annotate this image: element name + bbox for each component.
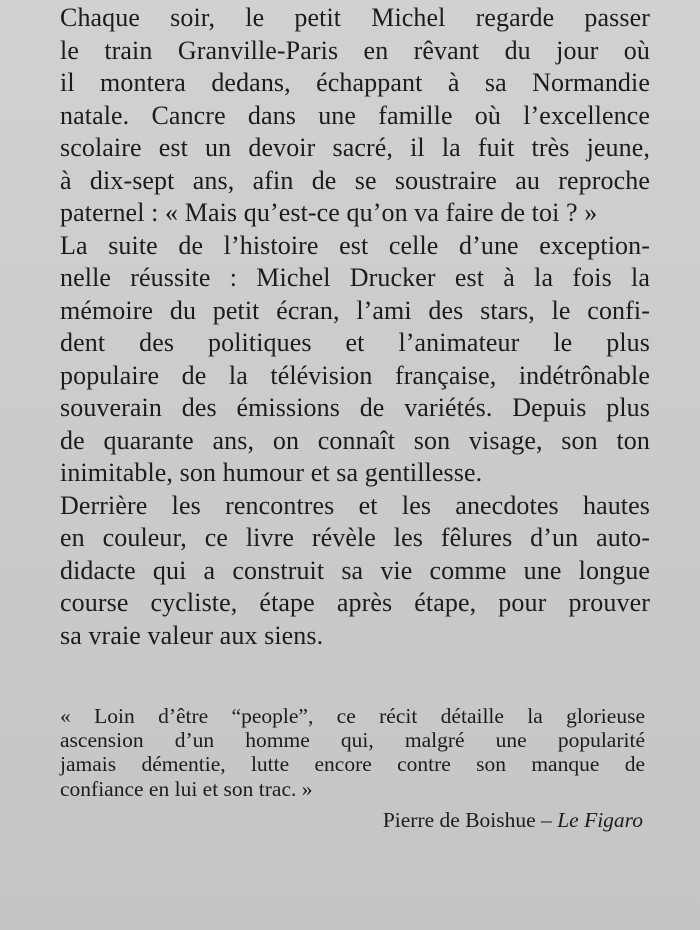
blurb-line: scolaire est un devoir sacré, il la fuit très jeune,	[60, 133, 650, 162]
quote-line: confiance en lui et son trac. »	[60, 776, 313, 801]
blurb-line: de quarante ans, on connaît son visage, son ton	[60, 425, 650, 455]
blurb-line: souverain des émissions de variétés. Depuis plus	[60, 393, 650, 422]
blurb-line: il montera dedans, échappant à sa Normandie	[60, 68, 650, 97]
blurb-line: La suite de l’histoire est celle d’une exception-	[60, 230, 650, 260]
blurb-line: nelle réussite : Michel Drucker est à la fois la	[60, 263, 650, 292]
blurb-text	[60, 2, 650, 652]
quote-line: ascension d’un homme qui, malgré une popularité	[60, 728, 645, 753]
blurb-line: paternel : « Mais qu’est-ce qu’on va faire de toi ? »	[60, 198, 598, 227]
attribution-source: Le Figaro	[557, 808, 643, 832]
blurb-line: didacte qui a construit sa vie comme une longue	[60, 555, 650, 585]
blurb-line: dent des politiques et l’animateur le plus	[60, 328, 650, 357]
blurb-line: populaire de la télévision française, indétrônable	[60, 360, 650, 390]
quote-line: « Loin d’être “people”, ce récit détaille la glorieuse	[60, 704, 645, 728]
blurb-line: Chaque soir, le petit Michel regarde passer	[60, 3, 650, 32]
blurb-line: Derrière les rencontres et les anecdotes hautes	[60, 490, 650, 520]
blurb-line: le train Granville-Paris en rêvant du jour où	[60, 35, 650, 65]
quote-attribution	[383, 807, 643, 833]
blurb-line: course cycliste, étape après étape, pour prouver	[60, 588, 650, 617]
blurb-line: sa vraie valeur aux siens.	[60, 620, 324, 650]
quote-line: jamais démentie, lutte encore contre son manque de	[60, 752, 645, 777]
blurb-line: inimitable, son humour et sa gentillesse.	[60, 458, 483, 487]
blurb-line: mémoire du petit écran, l’ami des stars, le confi-	[60, 295, 650, 325]
blurb-line: natale. Cancre dans une famille où l’excellence	[60, 100, 650, 130]
blurb-line: en couleur, ce livre révèle les fêlures d’un auto-	[60, 523, 650, 552]
press-quote	[60, 704, 645, 801]
blurb-line: à dix-sept ans, afin de se soustraire au reproche	[60, 165, 650, 195]
attribution-author: Pierre de Boishue –	[382, 808, 558, 832]
